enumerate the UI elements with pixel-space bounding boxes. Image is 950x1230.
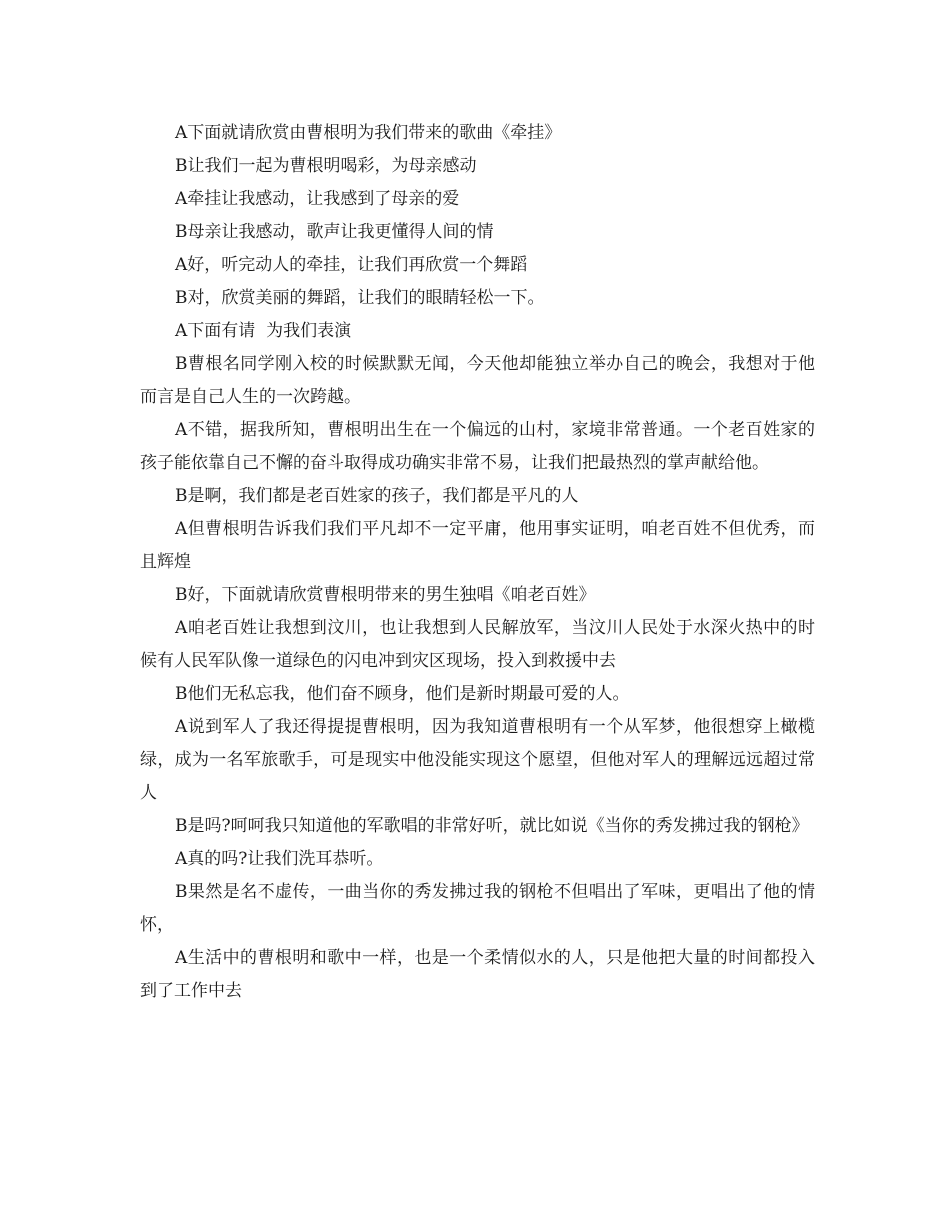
paragraph-3: A牵挂让我感动，让我感到了母亲的爱 — [175, 189, 460, 209]
paragraph-2: B让我们一起为曹根明喝彩，为母亲感动 — [175, 156, 477, 176]
paragraph-15: A说到军人了我还得提提曹根明，因为我知道曹根明有一个从军梦，他很想穿上橄榄绿，成为一名军旅歌手，可是现实中他没能实现这个愿望，但他对军人的理解远远超过常人 — [140, 717, 815, 803]
paragraph-8: B曹根名同学刚入校的时候默默无闻，今天他却能独立举办自己的晚会，我想对于他而言是自己人生的一次跨越。 — [140, 354, 815, 407]
paragraph-1: A下面就请欣赏由曹根明为我们带来的歌曲《牵挂》 — [175, 123, 562, 143]
paragraph-9: A不错，据我所知，曹根明出生在一个偏远的山村，家境非常普通。一个老百姓家的孩子能依靠自己不懈的奋斗取得成功确实非常不易，让我们把最热烈的掌声献给他。 — [140, 420, 815, 473]
paragraph-10: B是啊，我们都是老百姓家的孩子，我们都是平凡的人 — [175, 486, 579, 506]
paragraph-7: A下面有请 为我们表演 — [175, 321, 352, 341]
paragraph-13: A咱老百姓让我想到汶川，也让我想到人民解放军，当汶川人民处于水深火热中的时候有人民军队像一道绿色的闪电冲到灾区现场，投入到救援中去 — [140, 618, 815, 671]
paragraph-11: A但曹根明告诉我们我们平凡却不一定平庸，他用事实证明，咱老百姓不但优秀，而且辉煌 — [140, 519, 815, 572]
paragraph-17: A真的吗?让我们洗耳恭听。 — [175, 849, 384, 869]
paragraph-18: B果然是名不虚传，一曲当你的秀发拂过我的钢枪不但唱出了军味，更唱出了他的情怀， — [140, 882, 815, 935]
paragraph-14: B他们无私忘我，他们奋不顾身，他们是新时期最可爱的人。 — [175, 684, 630, 704]
paragraph-5: A好，听完动人的牵挂，让我们再欣赏一个舞蹈 — [175, 255, 528, 275]
paragraph-16: B是吗?呵呵我只知道他的军歌唱的非常好听，就比如说《当你的秀发拂过我的钢枪》 — [175, 816, 809, 836]
paragraph-19: A生活中的曹根明和歌中一样，也是一个柔情似水的人，只是他把大量的时间都投入到了工作中去 — [140, 948, 815, 1001]
document-body — [140, 117, 815, 1008]
paragraph-12: B好，下面就请欣赏曹根明带来的男生独唱《咱老百姓》 — [175, 585, 596, 605]
paragraph-6: B对，欣赏美丽的舞蹈，让我们的眼睛轻松一下。 — [175, 288, 545, 308]
paragraph-4: B母亲让我感动，歌声让我更懂得人间的情 — [175, 222, 494, 242]
